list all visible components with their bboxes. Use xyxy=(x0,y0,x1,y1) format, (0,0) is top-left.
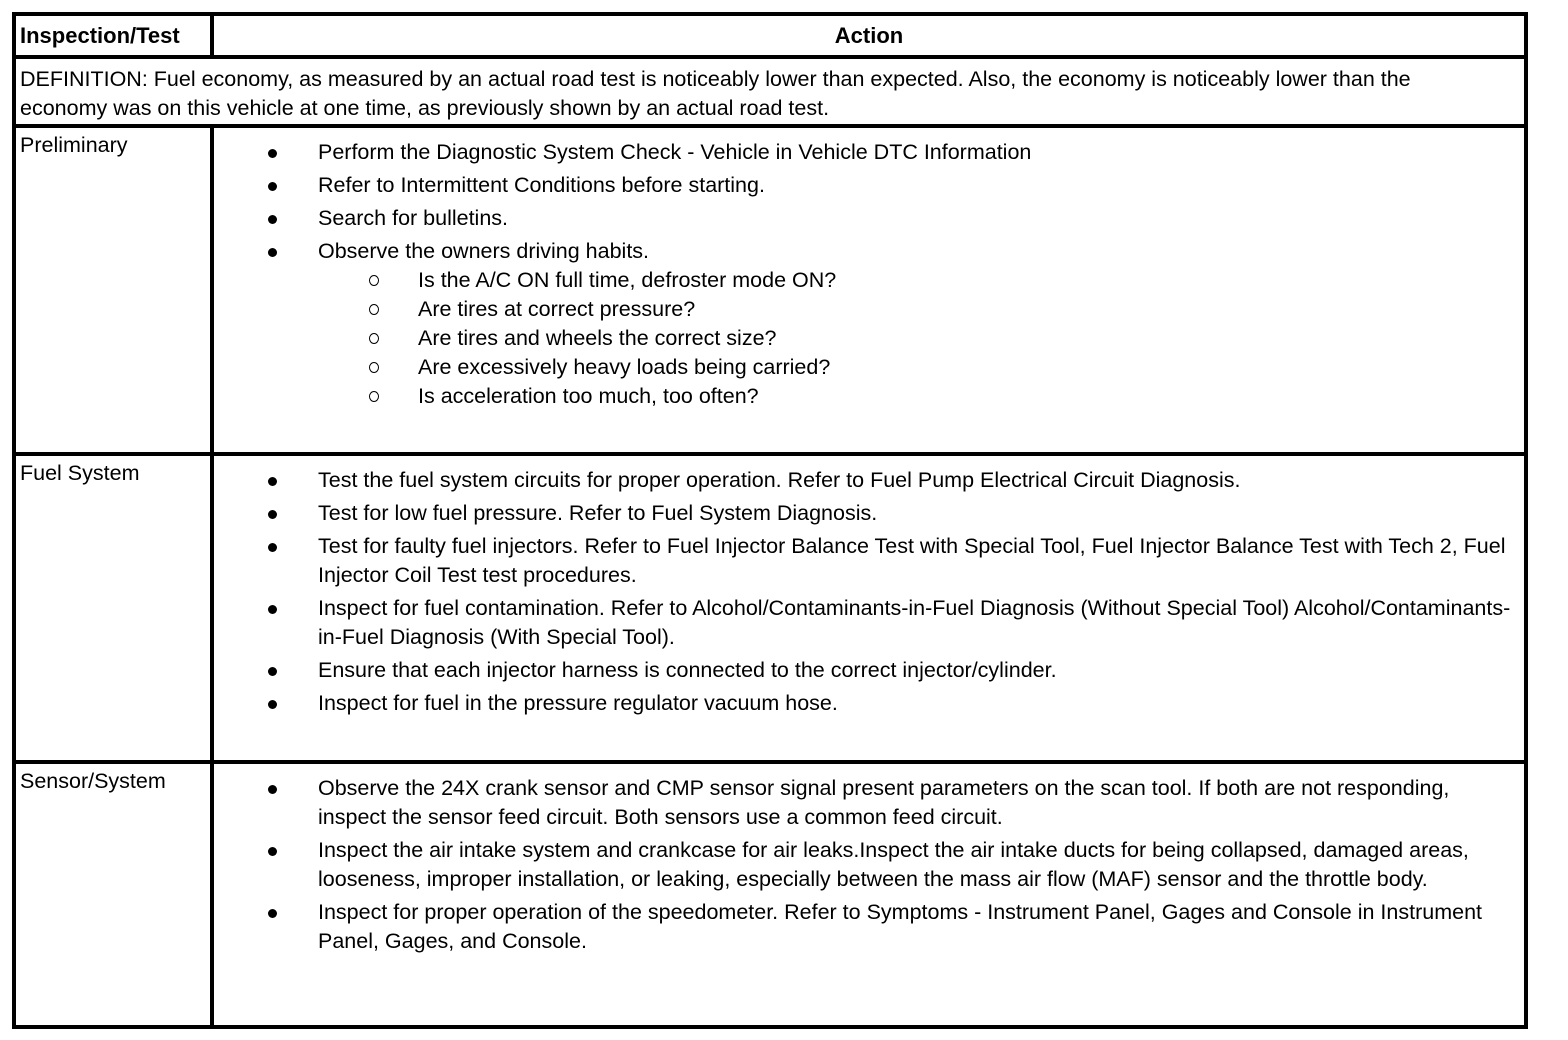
list-item: Inspect for proper operation of the speedometer. Refer to Symptoms - Instrument Panel, Gages and Console in Instrument Panel, Gages, and Console. xyxy=(214,898,1520,956)
header-inspection-test: Inspection/Test xyxy=(20,23,180,48)
list-item: Inspect for fuel in the pressure regulator vacuum hose. xyxy=(214,689,1520,718)
circle-bullet-icon xyxy=(369,275,379,286)
bullet-icon xyxy=(268,847,277,856)
action-list xyxy=(214,466,1520,722)
bullet-icon xyxy=(268,248,277,257)
sub-list-item: Is the A/C ON full time, defroster mode ON? xyxy=(214,266,1520,295)
list-item: Observe the owners driving habits. xyxy=(214,237,1520,266)
action-list xyxy=(214,138,1520,411)
list-item: Ensure that each injector harness is connected to the correct injector/cylinder. xyxy=(214,656,1520,685)
list-item: Search for bulletins. xyxy=(214,204,1520,233)
header-action: Action xyxy=(834,23,904,48)
list-item: Test for low fuel pressure. Refer to Fuel System Diagnosis. xyxy=(214,499,1520,528)
action-list xyxy=(214,774,1520,960)
bullet-icon xyxy=(268,543,277,552)
column-divider xyxy=(210,16,214,55)
bullet-icon xyxy=(268,667,277,676)
circle-bullet-icon xyxy=(369,391,379,402)
list-item: Perform the Diagnostic System Check - Vehicle in Vehicle DTC Information xyxy=(214,138,1520,167)
list-item: Test the fuel system circuits for proper operation. Refer to Fuel Pump Electrical Circuit Diagnosis. xyxy=(214,466,1520,495)
list-item: Inspect the air intake system and crankcase for air leaks.Inspect the air intake ducts for being collapsed, damaged areas, looseness, improper installation, or leaking, especially between the mass air flow (MAF) sensor and the throttle body. xyxy=(214,836,1520,894)
section-sensor-system xyxy=(16,764,1524,1029)
bullet-icon xyxy=(268,149,277,158)
sub-list-item: Are tires and wheels the correct size? xyxy=(214,324,1520,353)
circle-bullet-icon xyxy=(369,362,379,373)
bullet-icon xyxy=(268,182,277,191)
bullet-icon xyxy=(268,785,277,794)
sub-list-item: Is acceleration too much, too often? xyxy=(214,382,1520,411)
definition-row xyxy=(16,59,1524,125)
circle-bullet-icon xyxy=(369,333,379,344)
bullet-icon xyxy=(268,215,277,224)
sub-list-item: Are tires at correct pressure? xyxy=(214,295,1520,324)
list-item: Observe the 24X crank sensor and CMP sensor signal present parameters on the scan tool. If both are not responding, inspect the sensor feed circuit. Both sensors use a common feed circuit. xyxy=(214,774,1520,832)
diagnostic-table xyxy=(12,12,1528,1029)
definition-text: DEFINITION: Fuel economy, as measured by an actual road test is noticeably lower than expected. Also, the economy is noticeably lower than the economy was on this vehicle at one time, as previously shown by an actual road test. xyxy=(20,67,1411,120)
header-row xyxy=(16,16,1524,55)
section-label: Fuel System xyxy=(20,461,140,485)
list-item: Refer to Intermittent Conditions before starting. xyxy=(214,171,1520,200)
bullet-icon xyxy=(268,477,277,486)
bullet-icon xyxy=(268,605,277,614)
bullet-icon xyxy=(268,510,277,519)
list-item: Test for faulty fuel injectors. Refer to Fuel Injector Balance Test with Special Tool, Fuel Injector Balance Test with Tech 2, Fuel Injector Coil Test test procedures. xyxy=(214,532,1520,590)
section-label: Preliminary xyxy=(20,133,128,157)
section-fuel-system xyxy=(16,456,1524,760)
bullet-icon xyxy=(268,700,277,709)
section-preliminary xyxy=(16,128,1524,452)
section-label: Sensor/System xyxy=(20,769,166,793)
list-item: Inspect for fuel contamination. Refer to Alcohol/Contaminants-in-Fuel Diagnosis (Without Special Tool) Alcohol/Contaminants-in-Fuel Diagnosis (With Special Tool). xyxy=(214,594,1520,652)
circle-bullet-icon xyxy=(369,304,379,315)
bullet-icon xyxy=(268,909,277,918)
sub-list-item: Are excessively heavy loads being carried? xyxy=(214,353,1520,382)
